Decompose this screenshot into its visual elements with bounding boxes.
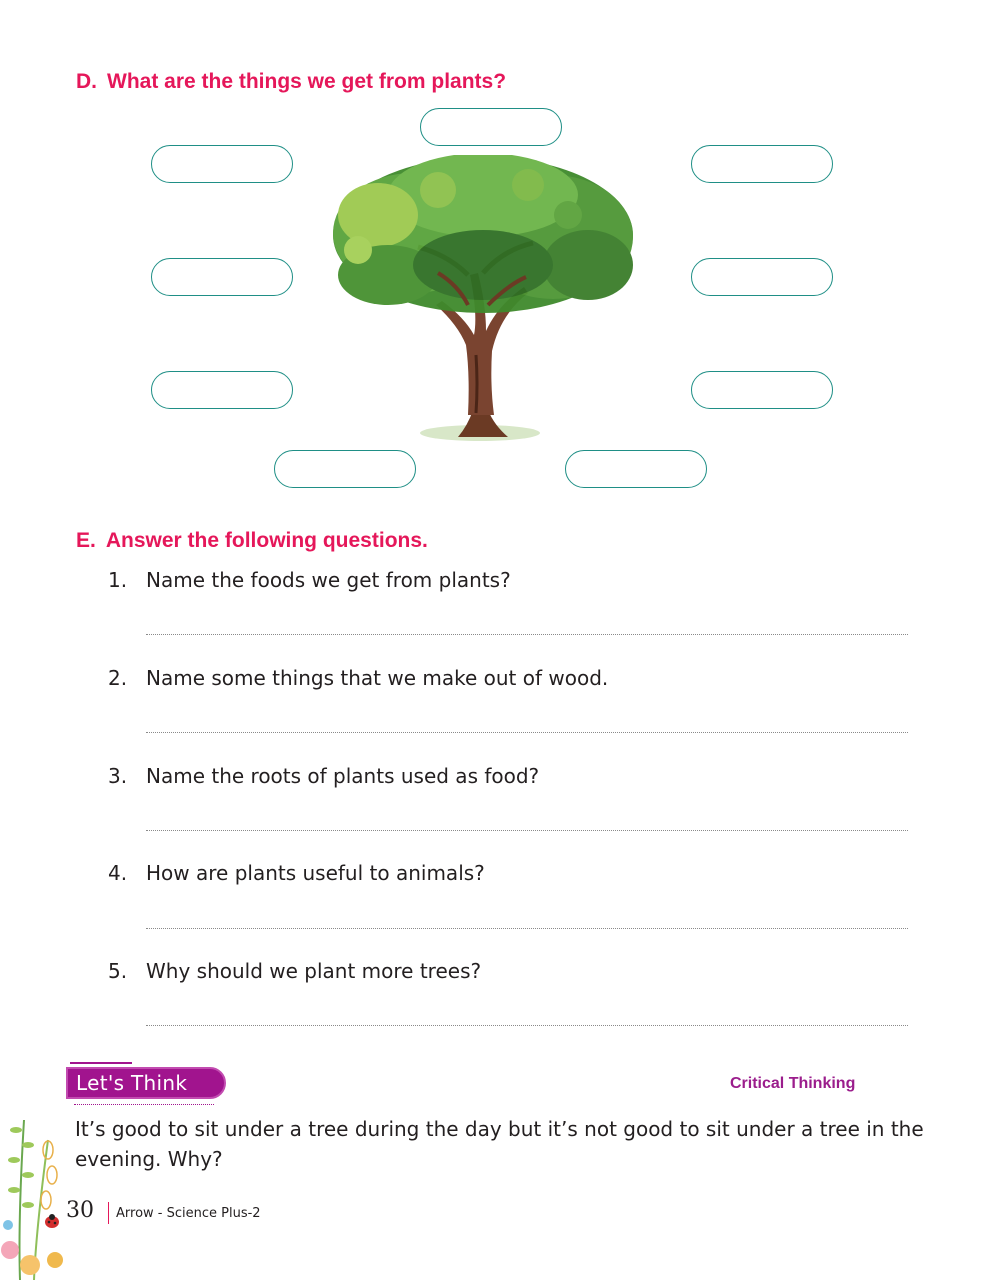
lets-think-question: It’s good to sit under a tree during the day but it’s not good to sit under a tree in the evening. Why?: [75, 1117, 924, 1171]
question-text: Why should we plant more trees?: [146, 959, 482, 983]
answer-box-left-1[interactable]: [151, 145, 293, 183]
ladybug-icon: [44, 1213, 60, 1227]
flower-decoration-icon: [0, 1100, 70, 1280]
section-e-heading: [76, 529, 428, 553]
question-text: Name the roots of plants used as food?: [146, 764, 540, 788]
critical-thinking-tag: Critical Thinking: [730, 1075, 856, 1092]
section-d-heading: [76, 70, 506, 94]
answer-line-5[interactable]: [146, 1025, 908, 1026]
answer-box-right-3[interactable]: [691, 371, 833, 409]
question-4: [108, 861, 485, 885]
question-number: 2.: [108, 666, 128, 690]
badge-line-bottom: [74, 1104, 214, 1105]
answer-box-left-2[interactable]: [151, 258, 293, 296]
answer-box-bottom-right[interactable]: [565, 450, 707, 488]
question-text: How are plants useful to animals?: [146, 861, 485, 885]
question-number: 5.: [108, 959, 128, 983]
question-number: 4.: [108, 861, 128, 885]
question-text: Name the foods we get from plants?: [146, 568, 511, 592]
book-title: Arrow - Science Plus-2: [116, 1206, 261, 1221]
question-5: [108, 959, 481, 983]
question-1: [108, 568, 511, 592]
answer-line-1[interactable]: [146, 634, 908, 635]
lets-think-label: Let's Think: [76, 1071, 188, 1095]
page-number: 30: [66, 1198, 94, 1223]
answer-line-2[interactable]: [146, 732, 908, 733]
question-number: 1.: [108, 568, 128, 592]
answer-box-top[interactable]: [420, 108, 562, 146]
answer-box-right-2[interactable]: [691, 258, 833, 296]
badge-line-top: [70, 1062, 132, 1064]
question-text: Name some things that we make out of wood.: [146, 666, 609, 690]
section-e-letter: E.: [76, 529, 96, 552]
answer-box-left-3[interactable]: [151, 371, 293, 409]
question-number: 3.: [108, 764, 128, 788]
question-3: [108, 764, 539, 788]
answer-line-4[interactable]: [146, 928, 908, 929]
answer-line-3[interactable]: [146, 830, 908, 831]
section-e-title: Answer the following questions.: [105, 529, 428, 552]
answer-box-bottom-left[interactable]: [274, 450, 416, 488]
section-d-title: What are the things we get from plants?: [107, 70, 507, 93]
question-2: [108, 666, 608, 690]
answer-box-right-1[interactable]: [691, 145, 833, 183]
tree-illustration: [318, 155, 648, 455]
lets-think-badge: [66, 1067, 226, 1099]
section-d-letter: D.: [76, 70, 97, 93]
footer-separator: [108, 1202, 109, 1224]
